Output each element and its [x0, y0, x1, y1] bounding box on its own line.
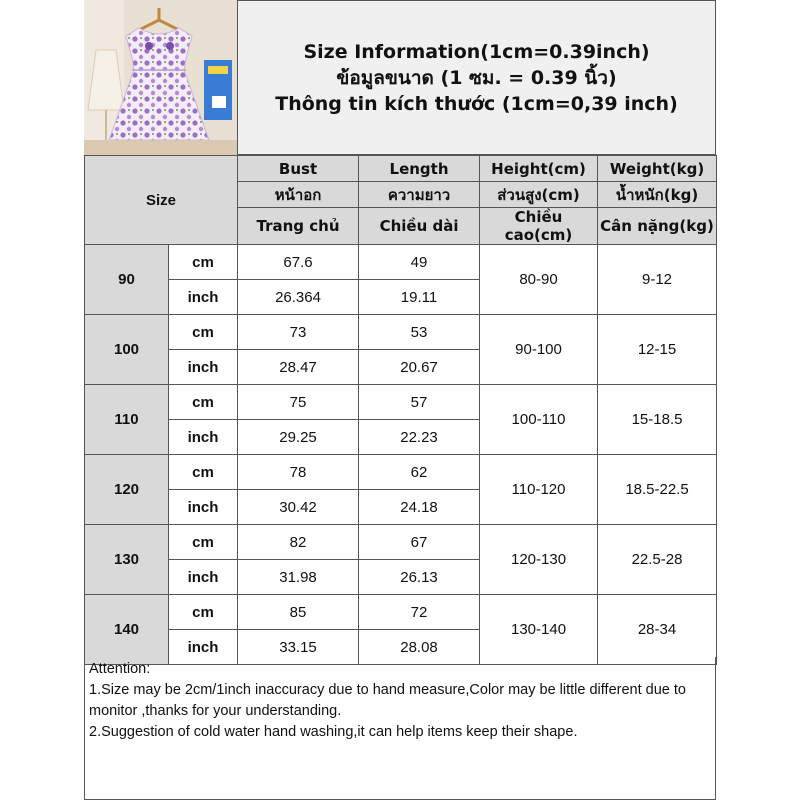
size-label: 100	[85, 315, 169, 385]
header-title-en: Size Information(1cm=0.39inch)	[303, 40, 650, 63]
size-label: 90	[85, 245, 169, 315]
dress-image	[84, 0, 237, 155]
col-length-th: ความยาว	[359, 182, 480, 208]
length-inch: 28.08	[359, 630, 480, 665]
length-inch: 26.13	[359, 560, 480, 595]
table-row	[85, 385, 717, 420]
weight-range: 12-15	[598, 315, 717, 385]
height-range: 100-110	[480, 385, 598, 455]
header-title-vi: Thông tin kích thước (1cm=0,39 inch)	[275, 92, 678, 115]
height-range: 110-120	[480, 455, 598, 525]
weight-range: 28-34	[598, 595, 717, 665]
unit-inch: inch	[169, 350, 238, 385]
height-range: 130-140	[480, 595, 598, 665]
table-row	[85, 455, 717, 490]
unit-inch: inch	[169, 490, 238, 525]
bust-cm: 82	[238, 525, 359, 560]
bust-cm: 73	[238, 315, 359, 350]
attention-note-1: 1.Size may be 2cm/1inch inaccuracy due to hand measure,Color may be little different due to monitor ,thanks for your understanding.	[89, 682, 686, 719]
col-length-vi: Chiều dài	[359, 208, 480, 245]
length-cm: 49	[359, 245, 480, 280]
size-label: 130	[85, 525, 169, 595]
bust-inch: 31.98	[238, 560, 359, 595]
unit-cm: cm	[169, 455, 238, 490]
col-weight-en: Weight(kg)	[598, 156, 717, 182]
bust-inch: 29.25	[238, 420, 359, 455]
length-cm: 62	[359, 455, 480, 490]
col-height-en: Height(cm)	[480, 156, 598, 182]
height-range: 90-100	[480, 315, 598, 385]
length-cm: 67	[359, 525, 480, 560]
table-row	[85, 595, 717, 630]
height-range: 80-90	[480, 245, 598, 315]
product-photo	[84, 0, 237, 155]
unit-cm: cm	[169, 525, 238, 560]
col-bust-th: หน้าอก	[238, 182, 359, 208]
size-label: 110	[85, 385, 169, 455]
header-title-th: ข้อมูลขนาด (1 ซม. = 0.39 นิ้ว)	[336, 66, 617, 89]
unit-inch: inch	[169, 280, 238, 315]
attention-note-2: 2.Suggestion of cold water hand washing,it can help items keep their shape.	[89, 724, 578, 740]
col-bust-en: Bust	[238, 156, 359, 182]
unit-cm: cm	[169, 245, 238, 280]
unit-inch: inch	[169, 420, 238, 455]
weight-range: 15-18.5	[598, 385, 717, 455]
length-cm: 53	[359, 315, 480, 350]
bust-cm: 78	[238, 455, 359, 490]
size-label: 120	[85, 455, 169, 525]
length-cm: 57	[359, 385, 480, 420]
size-label: 140	[85, 595, 169, 665]
length-inch: 19.11	[359, 280, 480, 315]
unit-cm: cm	[169, 315, 238, 350]
height-range: 120-130	[480, 525, 598, 595]
col-height-vi: Chiều cao(cm)	[480, 208, 598, 245]
unit-inch: inch	[169, 560, 238, 595]
length-inch: 22.23	[359, 420, 480, 455]
col-height-th: ส่วนสูง(cm)	[480, 182, 598, 208]
unit-inch: inch	[169, 630, 238, 665]
table-row	[85, 525, 717, 560]
bust-inch: 30.42	[238, 490, 359, 525]
length-inch: 20.67	[359, 350, 480, 385]
size-header: Size	[85, 156, 238, 245]
weight-range: 18.5-22.5	[598, 455, 717, 525]
attention-title: Attention:	[89, 661, 151, 677]
bust-inch: 33.15	[238, 630, 359, 665]
unit-cm: cm	[169, 595, 238, 630]
col-weight-th: น้ำหนัก(kg)	[598, 182, 717, 208]
bust-cm: 85	[238, 595, 359, 630]
col-weight-vi: Cân nặng(kg)	[598, 208, 717, 245]
size-chart-table	[84, 155, 717, 665]
col-length-en: Length	[359, 156, 480, 182]
bust-cm: 67.6	[238, 245, 359, 280]
bust-inch: 26.364	[238, 280, 359, 315]
table-header-row	[85, 156, 717, 182]
unit-cm: cm	[169, 385, 238, 420]
table-row	[85, 245, 717, 280]
length-inch: 24.18	[359, 490, 480, 525]
col-bust-vi: Trang chủ	[238, 208, 359, 245]
bust-inch: 28.47	[238, 350, 359, 385]
attention-notes	[84, 657, 716, 800]
length-cm: 72	[359, 595, 480, 630]
table-row	[85, 315, 717, 350]
weight-range: 9-12	[598, 245, 717, 315]
bust-cm: 75	[238, 385, 359, 420]
weight-range: 22.5-28	[598, 525, 717, 595]
size-info-header	[237, 0, 716, 155]
